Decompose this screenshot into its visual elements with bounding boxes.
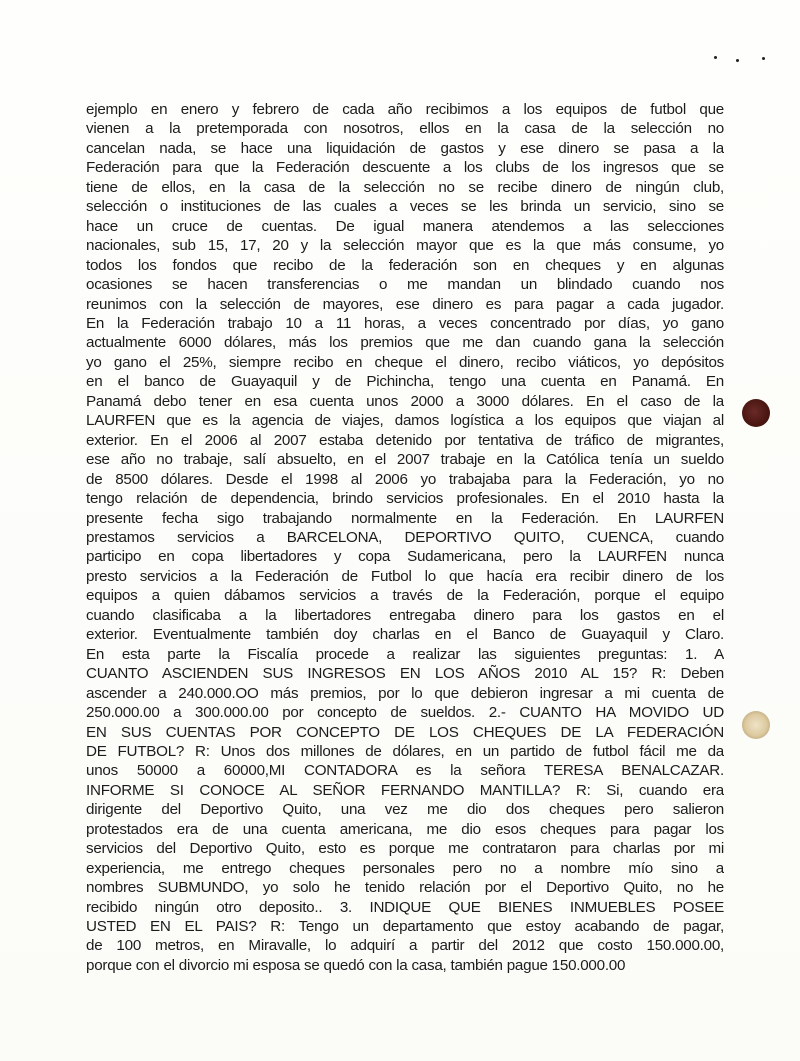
text-line: dirigente del Deportivo Quito, una vez me dio dos cheques pero salieron [86, 801, 724, 819]
text-line: CUANTO ASCIENDEN SUS INGRESOS EN LOS AÑOS 2010 AL 15? R: Deben [86, 665, 724, 683]
text-line: protestados era de una cuenta americana, me dio esos cheques para pagar los [86, 820, 724, 838]
corner-marks [710, 52, 770, 64]
text-line: recibido ningún otro deposito.. 3. INDIQUE QUE BIENES INMUEBLES POSEE [86, 898, 724, 916]
text-line: EN SUS CUENTAS POR CONCEPTO DE LOS CHEQUES DE LA FEDERACIÓN [86, 723, 724, 741]
text-line: hace un cruce de cuentas. De igual manera atendemos a las selecciones [86, 217, 724, 235]
text-line: selección o instituciones de las cuales a veces se les brinda un servicio, sino se [86, 198, 724, 216]
text-line: LAURFEN que es la agencia de viajes, damos logística a los equipos que viajan al [86, 412, 724, 430]
text-line: en el banco de Guayaquil y de Pichincha, tengo una cuenta en Panamá. En [86, 373, 724, 391]
text-line: exterior. En el 2006 al 2007 estaba detenido por tentativa de tráfico de migrantes, [86, 431, 724, 449]
text-line: prestamos servicios a BARCELONA, DEPORTIVO QUITO, CUENCA, cuando [86, 528, 724, 546]
text-line: ejemplo en enero y febrero de cada año recibimos a los equipos de futbol que [86, 101, 724, 118]
text-line: ocasiones se hacen transferencias o me mandan un blindado cuando nos [86, 276, 724, 294]
text-line: cancelan nada, se hace una liquidación de gastos y ese dinero se pasa a la [86, 139, 724, 157]
text-line: nacionales, sub 15, 17, 20 y la selección mayor que es la que más consume, yo [86, 237, 724, 255]
corner-mark-dot [736, 59, 739, 62]
text-line: exterior. Eventualmente también doy charlas en el Banco de Guayaquil y Claro. [86, 626, 724, 644]
text-line: de 100 metros, en Miravalle, lo adquirí a partir del 2012 que costo 150.000.00, [86, 937, 724, 955]
corner-mark-dot [714, 56, 717, 59]
punch-hole-lower [742, 711, 770, 739]
text-line: ese año no trabaje, salí absuelto, en el 2007 trabaje en la Católica tenía un sueldo [86, 451, 724, 469]
text-line: presto servicios a la Federación de Futbol lo que hacía era recibir dinero de los [86, 567, 724, 585]
text-line: USTED EN EL PAIS? R: Tengo un departamento que estoy acabando de pagar, [86, 918, 724, 936]
text-line: experiencia, me entrego cheques personales pero no a nombre mío sino a [86, 859, 724, 877]
text-line: porque con el divorcio mi esposa se quedó con la casa, también pague 150.000.00 [86, 956, 626, 974]
corner-mark-dot [762, 57, 765, 60]
text-line: nombres SUBMUNDO, yo solo he tenido relación por el Deportivo Quito, no he [86, 879, 724, 897]
text-line: actualmente 6000 dólares, más los premios que me dan cuando gana la selección [86, 334, 724, 352]
text-line: INFORME SI CONOCE AL SEÑOR FERNANDO MANTILLA? R: Si, cuando era [86, 781, 724, 799]
text-line: cuando clasificaba a la libertadores entregaba dinero para los gastos en el [86, 606, 724, 624]
text-line: DE FUTBOL? R: Unos dos millones de dólares, en un partido de futbol fácil me da [86, 742, 724, 760]
text-line: de 8500 dólares. Desde el 1998 al 2006 yo trabajaba para la Federación, yo no [86, 470, 724, 488]
text-line: En la Federación trabajo 10 a 11 horas, a veces concentrado por días, yo gano [86, 314, 724, 332]
text-line: En esta parte la Fiscalía procede a realizar las siguientes preguntas: 1. A [86, 645, 724, 663]
document-body [86, 100, 724, 975]
text-line: reunimos con la selección de mayores, ese dinero es para pagar a cada jugador. [86, 295, 724, 313]
text-line: vienen a la pretemporada con nosotros, ellos en la casa de la selección no [86, 120, 724, 138]
text-line: ascender a 240.000.OO más premios, por lo que debieron ingresar a mi cuenta de [86, 684, 724, 702]
text-line: 250.000.00 a 300.000.00 por concepto de sueldos. 2.- CUANTO HA MOVIDO UD [86, 704, 724, 722]
text-line: Federación para que la Federación descuente a los clubs de los ingresos que se [86, 159, 724, 177]
punch-hole-upper [742, 399, 770, 427]
text-line: servicios del Deportivo Quito, esto es porque me contrataron para charlas por mi [86, 840, 724, 858]
text-line: participo en copa libertadores y copa Sudamericana, pero la LAURFEN nunca [86, 548, 724, 566]
text-line: tiene de ellos, en la casa de la selección no se recibe dinero de ningún club, [86, 178, 724, 196]
text-line: tengo relación de dependencia, brindo servicios profesionales. En el 2010 hasta la [86, 490, 724, 508]
text-line: presente fecha sigo trabajando normalmente en la Federación. En LAURFEN [86, 509, 724, 527]
text-line: todos los fondos que recibo de la federación son en cheques y en algunas [86, 256, 724, 274]
text-line: equipos a quien dábamos servicios a través de la Federación, porque el equipo [86, 587, 724, 605]
text-line: unos 50000 a 60000,MI CONTADORA es la señora TERESA BENALCAZAR. [86, 762, 724, 780]
text-line: Panamá debo tener en esa cuenta unos 2000 a 3000 dólares. En el caso de la [86, 392, 724, 410]
text-line: yo gano el 25%, siempre recibo en cheque el dinero, recibo viáticos, yo depósitos [86, 353, 724, 371]
